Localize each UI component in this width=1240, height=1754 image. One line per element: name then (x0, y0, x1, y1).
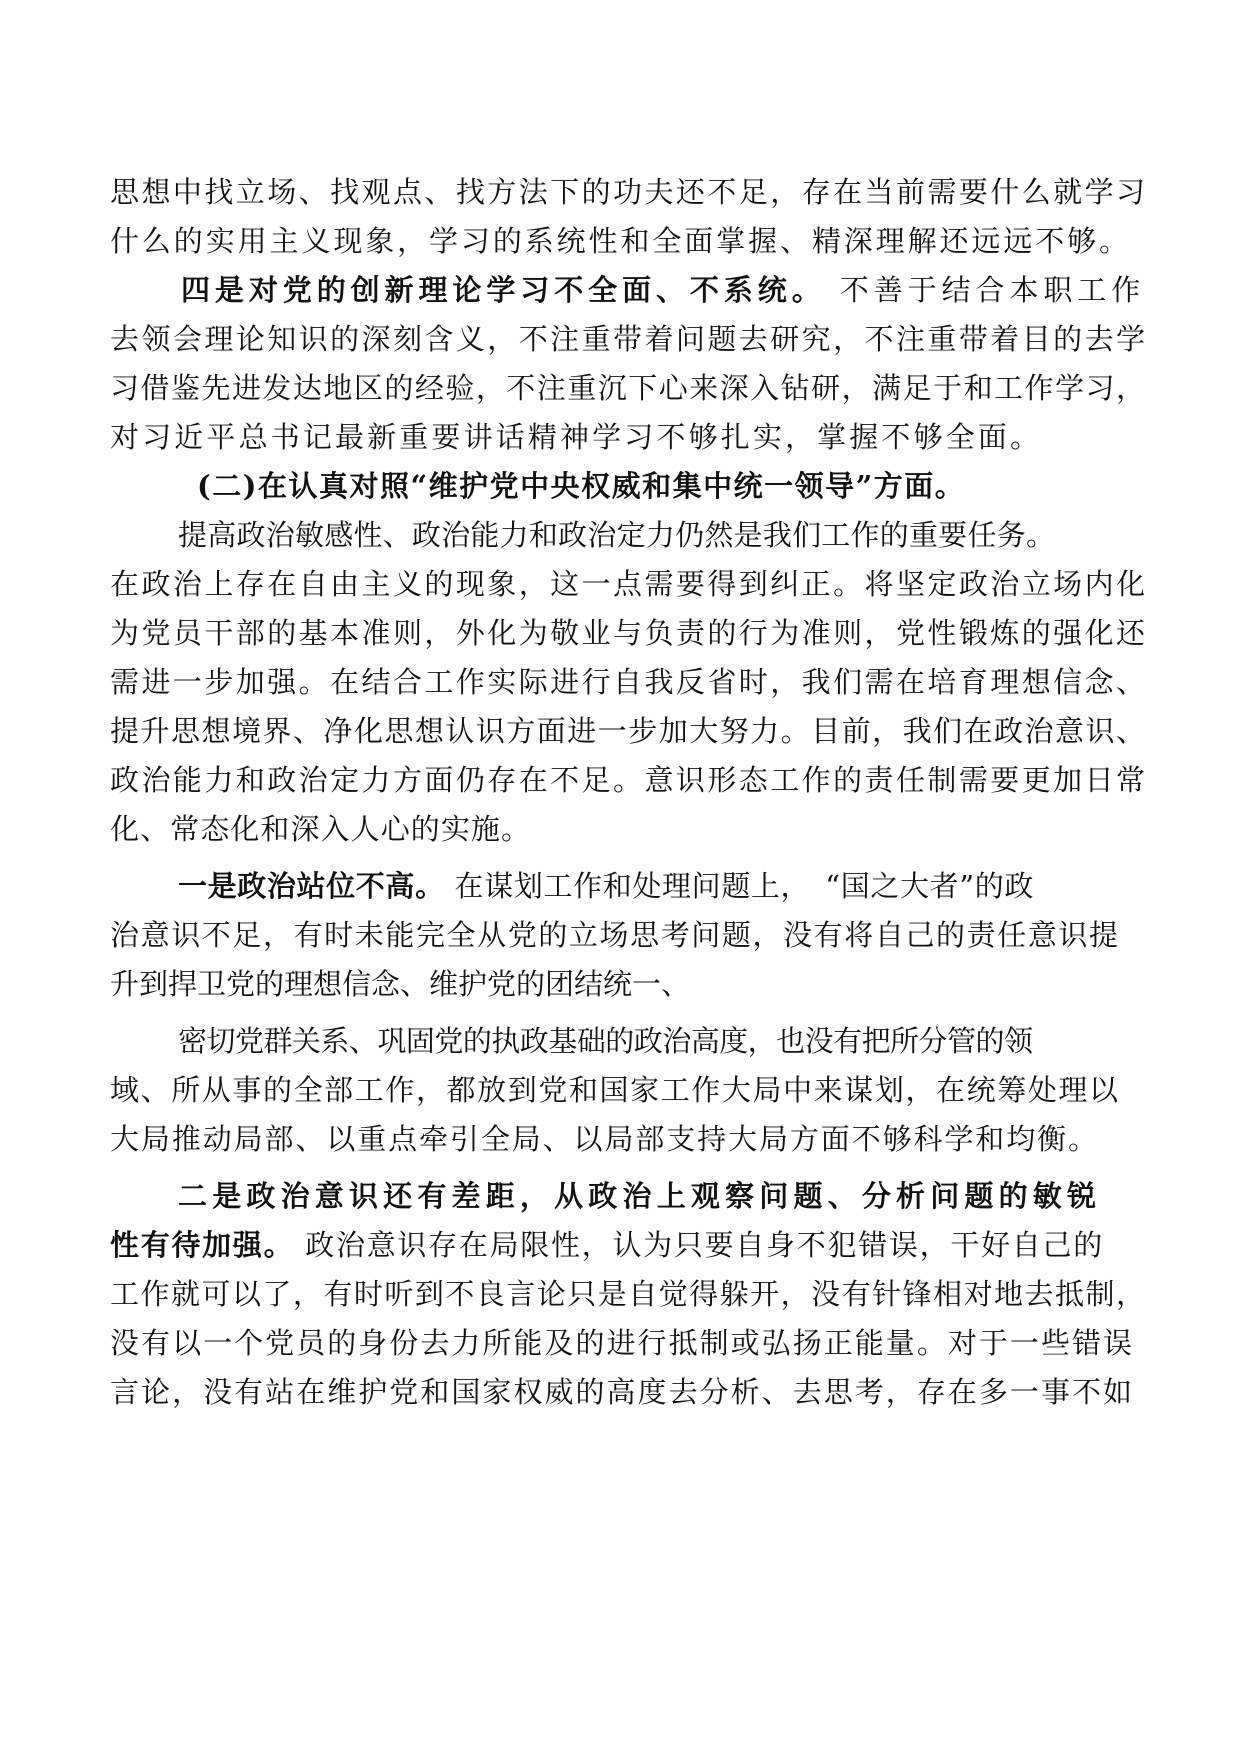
body-text: 在谋划工作和处理问题上， “国之大者”的政 (444, 869, 1035, 903)
body-text: 对习近平总书记最新重要讲话精神学习不够扎实，掌握不够全面。 (110, 420, 1043, 454)
body-text: 去领会理论知识的深刻含义，不注重带着问题去研究，不注重带着目的去学 (110, 322, 1148, 356)
body-text: 政治意识存在局限性，认为只要自身不犯错误，干好自己的 (294, 1228, 1104, 1262)
text-line (110, 319, 1147, 359)
text-line (110, 915, 1120, 955)
body-text: 在政治上存在自由主义的现象，这一点需要得到纠正。将坚定政治立场内化 (110, 567, 1148, 601)
text-line (110, 760, 1147, 800)
body-text: 什么的实用主义现象，学习的系统性和全面掌握、精深理解还远远不够。 (110, 224, 1131, 258)
text-line (110, 711, 1147, 751)
body-text: 提升思想境界、净化思想认识方面进一步加大努力。目前，我们在政治意识、 (110, 714, 1147, 748)
text-line (110, 1119, 1099, 1159)
text-line (110, 564, 1147, 604)
body-text: 为党员干部的基本准则，外化为敬业与负责的行为准则，党性锻炼的强化还 (110, 616, 1148, 650)
bold-heading-text: 二是政治意识还有差距，从政治上观察问题、分析问题的敏锐 (178, 1179, 1102, 1213)
text-line (110, 172, 1147, 212)
text-line (110, 1323, 1134, 1363)
body-text: 习借鉴先进发达地区的经验，不注重沉下心来深入钻研，满足于和工作学习， (110, 371, 1147, 405)
text-line (110, 964, 690, 1004)
bold-heading-text: 一是政治站位不高。 (178, 869, 445, 903)
body-text: 密切党群关系、巩固党的执政基础的政治高度，也没有把所分管的领 (178, 1024, 1033, 1058)
text-line (110, 1070, 1120, 1110)
text-line (110, 417, 1042, 457)
body-text: 域、所从事的全部工作，都放到党和国家工作大局中来谋划，在统筹处理以 (110, 1073, 1120, 1107)
body-text: 需进一步加强。在结合工作实际进行自我反省时，我们需在培育理想信念、 (110, 665, 1148, 699)
text-line (110, 1225, 1104, 1265)
text-line (178, 1021, 1033, 1061)
body-text: 治意识不足，有时未能完全从党的立场思考问题，没有将自己的责任意识提 (110, 918, 1120, 952)
body-text: 没有以一个党员的身份去力所能及的进行抵制或弘扬正能量。对于一些错误 (110, 1326, 1135, 1360)
text-line (110, 1274, 1147, 1314)
body-text: 政治能力和政治定力方面仍存在不足。意识形态工作的责任制需要更加日常 (110, 763, 1148, 797)
text-line (178, 1176, 1101, 1216)
body-text: 思想中找立场、找观点、找方法下的功夫还不足，存在当前需要什么就学习 (110, 175, 1148, 209)
text-line (178, 515, 1055, 555)
body-text: 言论，没有站在维护党和国家权威的高度去分析、去思考，存在多一事不如 (110, 1375, 1135, 1409)
text-line (110, 1372, 1134, 1412)
body-text: 升到捍卫党的理想信念、维护党的团结统一、 (110, 967, 691, 1001)
bold-heading-text: (二)在认真对照“维护党中央权威和集中统一领导”方面。 (197, 469, 966, 503)
bold-heading-text: 四是对党的创新理论学习不全面、不系统。 (181, 273, 826, 307)
bold-heading-text: 性有待加强。 (110, 1228, 295, 1262)
text-line (181, 270, 1145, 310)
body-text: 大局推动局部、以重点牵引全局、以局部支持大局方面不够科学和均衡。 (110, 1122, 1099, 1156)
text-line (110, 368, 1147, 408)
text-line (110, 613, 1147, 653)
body-text: 提高政治敏感性、政治能力和政治定力仍然是我们工作的重要任务。 (178, 518, 1056, 552)
text-line (197, 466, 965, 506)
body-text: 工作就可以了，有时听到不良言论只是自觉得躲开，没有针锋相对地去抵制， (110, 1277, 1147, 1311)
body-text: 化、常态化和深入人心的实施。 (110, 812, 532, 846)
text-line (178, 866, 1034, 906)
text-line (110, 662, 1147, 702)
text-line (110, 809, 531, 849)
body-text: 不善于结合本职工作 (825, 273, 1146, 307)
text-line (110, 221, 1131, 261)
